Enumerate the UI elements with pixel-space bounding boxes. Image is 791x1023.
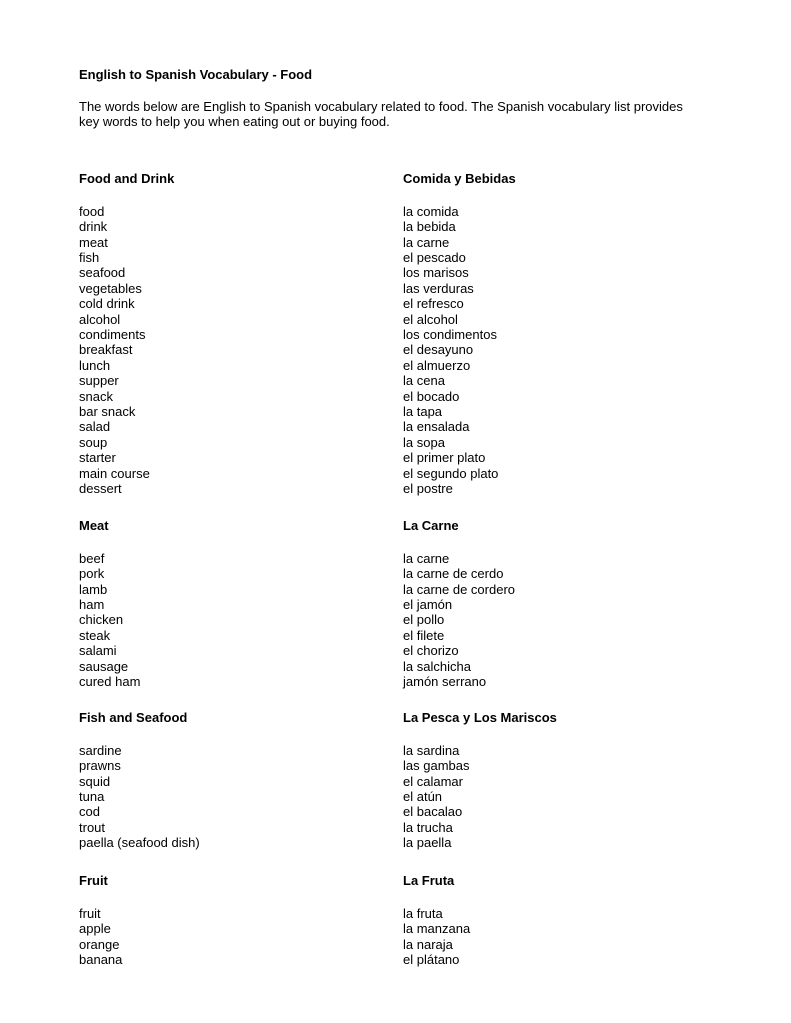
vocabulary-row	[79, 204, 719, 219]
section-heading	[79, 710, 719, 725]
english-word: lamb	[79, 581, 108, 597]
english-word: dessert	[79, 480, 122, 496]
english-word: ham	[79, 597, 105, 613]
spanish-word: la trucha	[403, 819, 453, 835]
intro-line: key words to help you when eating out or buying food.	[79, 114, 390, 130]
spanish-word: la naraja	[403, 936, 453, 952]
spanish-word: el segundo plato	[403, 465, 499, 481]
spanish-word: el plátano	[403, 952, 460, 968]
vocabulary-list	[79, 906, 719, 968]
vocabulary-row	[79, 628, 719, 643]
vocabulary-row	[79, 265, 719, 280]
english-word: squid	[79, 773, 111, 789]
vocabulary-row	[79, 373, 719, 388]
section-heading	[79, 518, 719, 533]
spanish-word: el jamón	[403, 597, 453, 613]
spanish-word: la comida	[403, 203, 459, 219]
spanish-word: el calamar	[403, 773, 463, 789]
english-word: cod	[79, 804, 100, 820]
english-word: salad	[79, 419, 111, 435]
english-word: drink	[79, 219, 108, 235]
spanish-word: la carne	[403, 550, 450, 566]
vocabulary-row	[79, 906, 719, 921]
spanish-word: la ensalada	[403, 419, 470, 435]
spanish-word: el primer plato	[403, 450, 486, 466]
english-word: sardine	[79, 742, 122, 758]
heading-spanish: La Fruta	[403, 873, 455, 888]
vocabulary-row	[79, 789, 719, 804]
vocabulary-row	[79, 327, 719, 342]
vocabulary-row	[79, 312, 719, 327]
vocabulary-row	[79, 296, 719, 311]
vocabulary-row	[79, 835, 719, 850]
english-word: cured ham	[79, 674, 141, 690]
english-word: lunch	[79, 357, 111, 373]
vocabulary-row	[79, 435, 719, 450]
vocabulary-row	[79, 342, 719, 357]
english-word: condiments	[79, 327, 146, 343]
spanish-word: jamón serrano	[403, 674, 487, 690]
english-word: breakfast	[79, 342, 133, 358]
vocabulary-row	[79, 250, 719, 265]
english-word: tuna	[79, 789, 105, 805]
spanish-word: las verduras	[403, 280, 474, 296]
heading-english: Food and Drink	[79, 171, 175, 186]
english-word: pork	[79, 566, 105, 582]
vocabulary-row	[79, 389, 719, 404]
vocabulary-row	[79, 419, 719, 434]
english-word: beef	[79, 550, 105, 566]
spanish-word: el almuerzo	[403, 357, 471, 373]
section-fish-and-seafood	[79, 710, 719, 851]
vocabulary-row	[79, 774, 719, 789]
section-food-and-drink	[79, 171, 719, 496]
spanish-word: el pescado	[403, 250, 466, 266]
section-heading	[79, 171, 719, 186]
intro-line: The words below are English to Spanish vocabulary related to food. The Spanish vocabulary list provides	[79, 99, 683, 114]
vocabulary-list	[79, 204, 719, 496]
spanish-word: los condimentos	[403, 327, 497, 343]
english-word: food	[79, 203, 105, 219]
heading-spanish: La Carne	[403, 518, 459, 533]
english-word: snack	[79, 388, 113, 404]
english-word: starter	[79, 450, 116, 466]
heading-english: Fruit	[79, 873, 108, 888]
english-word: fruit	[79, 905, 101, 921]
section-fruit	[79, 873, 719, 967]
vocabulary-row	[79, 597, 719, 612]
section-heading	[79, 873, 719, 888]
english-word: banana	[79, 952, 123, 968]
vocabulary-row	[79, 758, 719, 773]
heading-english: Meat	[79, 518, 109, 533]
vocabulary-row	[79, 281, 719, 296]
english-word: cold drink	[79, 296, 135, 312]
english-word: sausage	[79, 658, 129, 674]
spanish-word: la fruta	[403, 905, 443, 921]
spanish-word: la bebida	[403, 219, 456, 235]
vocabulary-row	[79, 219, 719, 234]
english-word: main course	[79, 465, 150, 481]
vocabulary-row	[79, 582, 719, 597]
spanish-word: los marisos	[403, 265, 469, 281]
vocabulary-row	[79, 612, 719, 627]
vocabulary-row	[79, 235, 719, 250]
vocabulary-row	[79, 481, 719, 496]
vocabulary-row	[79, 551, 719, 566]
vocabulary-list	[79, 743, 719, 851]
vocabulary-row	[79, 743, 719, 758]
spanish-word: el desayuno	[403, 342, 474, 358]
vocabulary-row	[79, 358, 719, 373]
vocabulary-row	[79, 674, 719, 689]
section-meat	[79, 518, 719, 689]
spanish-word: el bocado	[403, 388, 460, 404]
english-word: bar snack	[79, 403, 136, 419]
spanish-word: la carne de cerdo	[403, 566, 504, 582]
english-word: salami	[79, 643, 117, 659]
spanish-word: la carne	[403, 234, 450, 250]
vocabulary-row	[79, 937, 719, 952]
vocabulary-row	[79, 566, 719, 581]
spanish-word: el filete	[403, 627, 445, 643]
document-title: English to Spanish Vocabulary - Food	[79, 67, 313, 82]
english-word: paella (seafood dish)	[79, 835, 200, 851]
spanish-word: la sopa	[403, 434, 445, 450]
spanish-word: el atún	[403, 789, 443, 805]
english-word: chicken	[79, 612, 124, 628]
vocabulary-row	[79, 450, 719, 465]
heading-english: Fish and Seafood	[79, 710, 188, 725]
english-word: meat	[79, 234, 108, 250]
spanish-word: el chorizo	[403, 643, 459, 659]
spanish-word: la manzana	[403, 921, 471, 937]
spanish-word: el postre	[403, 480, 453, 496]
intro-paragraph	[79, 99, 719, 130]
vocabulary-row	[79, 804, 719, 819]
english-word: apple	[79, 921, 111, 937]
english-word: vegetables	[79, 280, 142, 296]
spanish-word: la salchicha	[403, 658, 471, 674]
english-word: supper	[79, 373, 119, 389]
english-word: alcohol	[79, 311, 121, 327]
english-word: prawns	[79, 758, 121, 774]
english-word: orange	[79, 936, 120, 952]
spanish-word: el alcohol	[403, 311, 458, 327]
spanish-word: la tapa	[403, 403, 443, 419]
vocabulary-row	[79, 921, 719, 936]
vocabulary-row	[79, 466, 719, 481]
heading-spanish: La Pesca y Los Mariscos	[403, 710, 557, 725]
english-word: steak	[79, 627, 111, 643]
vocabulary-row	[79, 404, 719, 419]
english-word: seafood	[79, 265, 126, 281]
spanish-word: la sardina	[403, 742, 460, 758]
spanish-word: la paella	[403, 835, 452, 851]
spanish-word: las gambas	[403, 758, 470, 774]
vocabulary-row	[79, 643, 719, 658]
vocabulary-row	[79, 659, 719, 674]
vocabulary-row	[79, 820, 719, 835]
english-word: trout	[79, 819, 106, 835]
spanish-word: el pollo	[403, 612, 445, 628]
spanish-word: el bacalao	[403, 804, 463, 820]
heading-spanish: Comida y Bebidas	[403, 171, 516, 186]
spanish-word: el refresco	[403, 296, 464, 312]
english-word: fish	[79, 250, 100, 266]
spanish-word: la cena	[403, 373, 445, 389]
vocabulary-row	[79, 952, 719, 967]
spanish-word: la carne de cordero	[403, 581, 516, 597]
english-word: soup	[79, 434, 108, 450]
vocabulary-list	[79, 551, 719, 690]
